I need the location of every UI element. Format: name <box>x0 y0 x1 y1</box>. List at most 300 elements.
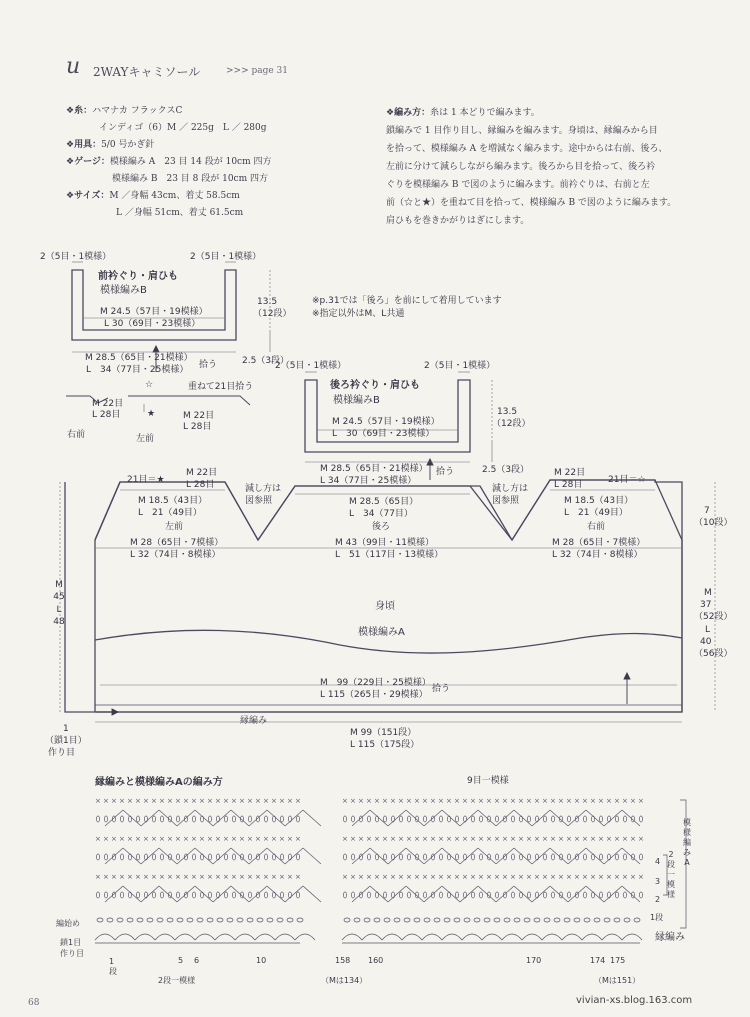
stitch-mark <box>370 886 388 902</box>
stitch-mark <box>264 892 267 898</box>
stitch-mark <box>407 816 410 822</box>
stitch-mark: × <box>486 835 492 843</box>
stitch-mark: × <box>255 835 261 843</box>
stitch-mark: × <box>183 873 189 881</box>
stitch-mark: × <box>127 835 133 843</box>
right-front-name: 右前 <box>587 522 606 532</box>
stitch-mark <box>423 854 426 860</box>
stitch-mark: × <box>239 797 245 805</box>
front-strap-right-label: 2（5目・1模様） <box>190 252 262 262</box>
stitch-mark <box>543 854 546 860</box>
stitch-chart-title: 縁編みと模様編みAの編み方 <box>95 777 223 788</box>
stitch-mark <box>604 810 622 826</box>
stitch-mark: × <box>271 873 277 881</box>
stitch-mark <box>160 854 163 860</box>
stitch-mark <box>471 816 474 822</box>
stitch-mark <box>207 918 213 922</box>
stitch-mark <box>639 854 642 860</box>
stitch-mark: × <box>478 797 484 805</box>
stitch-mark <box>213 886 231 902</box>
stitch-mark: × <box>119 835 125 843</box>
back-l: L 34（77目） <box>349 509 413 519</box>
stitch-mark: × <box>454 797 460 805</box>
stitch-mark: × <box>406 797 412 805</box>
stitch-mark <box>141 886 159 902</box>
stitch-mark <box>583 892 586 898</box>
front-neck-title: 前衿ぐり・肩ひも <box>98 271 178 282</box>
stitch-mark <box>255 934 275 940</box>
stitch-mark: × <box>167 797 173 805</box>
stitch-mark: × <box>558 873 564 881</box>
left-height-m-val: 45 <box>53 592 65 602</box>
stitch-mark: × <box>454 835 460 843</box>
stitch-mark <box>388 848 406 864</box>
chart-cast-2: 作り目 <box>60 949 84 958</box>
stitch-mark <box>634 918 640 922</box>
stitch-mark <box>399 892 402 898</box>
stitch-mark <box>406 810 424 826</box>
stitch-mark <box>567 816 570 822</box>
row-4: 4 <box>655 857 661 866</box>
stitch-mark <box>599 854 602 860</box>
back-neck-pattern: 模様編みB <box>333 395 380 406</box>
stitch-mark: × <box>263 873 269 881</box>
stitch-mark <box>599 892 602 898</box>
stitch-mark: × <box>542 797 548 805</box>
stitch-mark <box>439 892 442 898</box>
stitch-mark: × <box>470 797 476 805</box>
stitch-mark <box>232 854 235 860</box>
stitch-mark: × <box>566 835 572 843</box>
stitch-mark <box>232 816 235 822</box>
stitch-mark: × <box>598 797 604 805</box>
stitch-mark <box>117 918 123 922</box>
stitch-mark: × <box>638 873 644 881</box>
stitch-mark: × <box>606 835 612 843</box>
stitch-mark <box>406 886 424 902</box>
stitch-mark: × <box>366 873 372 881</box>
stitch-mark <box>567 854 570 860</box>
stitch-mark: × <box>295 835 301 843</box>
chart-n5: 5 <box>178 956 184 965</box>
gauge-a: 模様編み A 23 目 14 段が 10cm 四方 <box>109 157 272 167</box>
right-front-base-m: M 28（65目・7模様） <box>552 538 646 548</box>
stitch-mark: × <box>494 873 500 881</box>
stitch-mark: × <box>550 835 556 843</box>
method-line: 左前に分けて減らしながら編みます。後ろから目を拾って、後ろ衿 <box>386 162 656 172</box>
stitch-mark <box>120 854 123 860</box>
stitch-mark <box>351 816 354 822</box>
stitch-mark <box>460 848 478 864</box>
stitch-mark <box>351 892 354 898</box>
cast-on-1: 1 <box>63 724 69 734</box>
stitch-mark: × <box>518 835 524 843</box>
stitch-mark: × <box>526 797 532 805</box>
left-front-label: 左前 <box>136 434 155 444</box>
stitch-mark <box>542 934 562 940</box>
pattern-a-vertical-label: 模 様 編 み A <box>683 818 691 867</box>
stitch-mark <box>213 848 231 864</box>
front-neck-pattern: 模様編みB <box>100 285 147 296</box>
stitch-mark <box>455 816 458 822</box>
stitch-mark: × <box>247 835 253 843</box>
stitch-mark: × <box>151 797 157 805</box>
stitch-mark <box>342 934 362 940</box>
stitch-mark: × <box>430 873 436 881</box>
stitch-mark <box>439 854 442 860</box>
stitch-mark <box>482 934 502 940</box>
front-right-m: M 22目 <box>183 411 215 421</box>
yarn-amount: インディゴ（6）M ／ 225g L ／ 280g <box>99 123 267 133</box>
stitch-mark <box>550 810 568 826</box>
left-front-top-l: L 28目 <box>186 480 215 490</box>
stitch-mark: × <box>271 835 277 843</box>
stitch-mark <box>96 892 99 898</box>
stitch-mark <box>176 892 179 898</box>
stitch-mark <box>478 810 496 826</box>
stitch-mark <box>442 848 460 864</box>
stitch-mark <box>152 854 155 860</box>
stitch-mark <box>247 918 253 922</box>
front-neck-height: 13.5 <box>257 297 278 307</box>
stitch-mark: × <box>622 835 628 843</box>
stitch-mark <box>107 918 113 922</box>
chart-n158-m: （Mは134） <box>321 976 368 985</box>
stitch-mark: × <box>494 797 500 805</box>
stitch-mark: × <box>598 835 604 843</box>
stitch-mark: × <box>350 873 356 881</box>
stitch-mark: × <box>382 873 388 881</box>
stitch-mark <box>554 918 560 922</box>
stitch-mark <box>615 854 618 860</box>
back-base-l: L 51（117目・13模様） <box>335 550 444 560</box>
stitch-mark <box>248 854 251 860</box>
stitch-mark <box>280 816 283 822</box>
stitch-mark <box>120 892 123 898</box>
chart-border: 縁編み <box>655 932 685 943</box>
stitch-mark: × <box>103 835 109 843</box>
right-front-star: 21目＝☆ <box>608 475 646 485</box>
right-l: L <box>705 625 711 635</box>
stitch-mark <box>479 854 482 860</box>
stitch-mark <box>367 892 370 898</box>
stitch-mark <box>232 892 235 898</box>
stitch-mark <box>586 886 604 902</box>
back-neck-pickup: 拾う <box>436 467 455 477</box>
stitch-mark: × <box>422 873 428 881</box>
left-front-base-m: M 28（65目・7模様） <box>130 538 224 548</box>
stitch-mark <box>550 886 568 902</box>
stitch-mark: × <box>239 835 245 843</box>
right-front-base-l: L 32（74目・8模様） <box>552 550 643 560</box>
stitch-mark: × <box>263 835 269 843</box>
front-left-l: L 28目 <box>92 410 121 420</box>
stitch-mark <box>224 854 227 860</box>
stitch-mark <box>551 816 554 822</box>
stitch-mark: × <box>151 873 157 881</box>
stitch-mark <box>208 854 211 860</box>
stitch-mark <box>267 848 285 864</box>
row-3: 3 <box>655 877 661 886</box>
repeat-label: 9目一模様 <box>467 776 509 786</box>
stitch-mark <box>511 892 514 898</box>
stitch-mark <box>383 892 386 898</box>
stitch-mark <box>231 886 249 902</box>
stitch-mark: × <box>462 797 468 805</box>
stitch-mark: × <box>510 873 516 881</box>
stitch-mark <box>96 816 99 822</box>
stitch-mark <box>624 918 630 922</box>
stitch-mark: × <box>159 797 165 805</box>
method-line: 肩ひもを巻きかがりはぎにします。 <box>386 216 530 226</box>
stitch-mark <box>527 892 530 898</box>
size-m: M ／身幅 43cm、着丈 58.5cm <box>109 191 240 201</box>
stitch-mark: × <box>350 835 356 843</box>
stitch-mark <box>167 918 173 922</box>
right-l-rows: （56段） <box>694 649 733 659</box>
stitch-mark <box>434 918 440 922</box>
stitch-mark <box>594 918 600 922</box>
stitch-mark: × <box>103 873 109 881</box>
method-line: ぐりを模様編み B で図のように編みます。前衿ぐりは、右前と左 <box>386 180 650 190</box>
right-front-l: L 21（49目） <box>564 508 628 518</box>
stitch-mark: × <box>151 835 157 843</box>
stitch-mark <box>479 892 482 898</box>
right-front-decrease-ref: 図参照 <box>492 496 520 506</box>
stitch-mark <box>285 848 303 864</box>
cast-on-2: （鎖1目） <box>45 736 87 746</box>
stitch-mark: × <box>534 873 540 881</box>
stitch-mark: × <box>159 873 165 881</box>
tools-value: 5/0 号かぎ針 <box>101 140 155 150</box>
yarn-value: ハマナカ フラックスC <box>92 106 183 116</box>
stitch-mark <box>237 918 243 922</box>
stitch-mark: × <box>95 835 101 843</box>
stitch-mark: × <box>111 797 117 805</box>
stitch-mark: × <box>470 873 476 881</box>
stitch-mark: × <box>494 835 500 843</box>
stitch-mark: × <box>438 835 444 843</box>
stitch-mark: × <box>143 873 149 881</box>
method-line: 前（☆と★）を重ねて目を拾って、模様編み B で図のように編みます。 <box>386 198 677 208</box>
stitch-mark <box>362 934 382 940</box>
stitch-mark <box>494 918 500 922</box>
stitch-mark <box>224 892 227 898</box>
stitch-mark <box>227 918 233 922</box>
stitch-mark: × <box>287 873 293 881</box>
stitch-mark <box>455 854 458 860</box>
stitch-mark <box>160 816 163 822</box>
stitch-mark <box>504 918 510 922</box>
stitch-mark: × <box>183 797 189 805</box>
stitch-mark <box>442 934 462 940</box>
stitch-mark: × <box>638 797 644 805</box>
stitch-mark <box>551 892 554 898</box>
stitch-mark: × <box>358 873 364 881</box>
stitch-mark: × <box>358 797 364 805</box>
stitch-mark <box>197 918 203 922</box>
stitch-mark <box>295 934 315 940</box>
stitch-mark: × <box>630 873 636 881</box>
stitch-mark <box>586 810 604 826</box>
stitch-mark: × <box>279 873 285 881</box>
stitch-mark <box>622 810 640 826</box>
stitch-mark: × <box>438 873 444 881</box>
back-neck-inner-l: L 30（69目・23模様） <box>332 429 435 439</box>
stitch-mark <box>248 816 251 822</box>
stitch-mark <box>104 892 107 898</box>
stitch-mark <box>502 934 522 940</box>
stitch-mark <box>248 892 251 898</box>
stitch-mark <box>176 816 179 822</box>
stitch-mark: × <box>614 835 620 843</box>
stitch-mark <box>343 854 346 860</box>
stitch-mark: × <box>606 873 612 881</box>
left-front-m: M 18.5（43目） <box>138 496 208 506</box>
stitch-mark <box>136 854 139 860</box>
stitch-mark <box>303 886 321 902</box>
stitch-mark <box>382 934 402 940</box>
stitch-mark <box>423 892 426 898</box>
back-base-m: M 43（99目・11模様） <box>335 538 434 548</box>
stitch-mark <box>444 918 450 922</box>
stitch-mark <box>137 918 143 922</box>
stitch-mark <box>484 918 490 922</box>
stitch-mark <box>176 854 179 860</box>
stitch-mark: × <box>119 873 125 881</box>
front-neck-inner-l: L 30（69目・23模様） <box>104 319 201 329</box>
stitch-mark <box>524 918 530 922</box>
stitch-mark: × <box>358 835 364 843</box>
page-number: 68 <box>28 998 40 1008</box>
stitch-mark: × <box>366 835 372 843</box>
stitch-mark <box>231 810 249 826</box>
stitch-mark <box>532 848 550 864</box>
stitch-mark <box>495 816 498 822</box>
body-pickup-l: L 115（265目・29模様） <box>320 690 428 700</box>
stitch-mark: × <box>422 797 428 805</box>
body-title: 身頃 <box>375 601 395 612</box>
stitch-mark: × <box>574 835 580 843</box>
stitch-mark: × <box>462 873 468 881</box>
stitch-mark: × <box>526 873 532 881</box>
back-neck-height-rows: （12段） <box>492 419 531 429</box>
back-name: 後ろ <box>372 522 391 532</box>
stitch-mark: × <box>175 835 181 843</box>
back-strap-right-label: 2（5目・1模様） <box>424 361 496 371</box>
stitch-mark: × <box>255 797 261 805</box>
stitch-mark: × <box>231 835 237 843</box>
stitch-mark <box>586 848 604 864</box>
right-top-rows: （10段） <box>694 518 733 528</box>
stitch-mark <box>407 892 410 898</box>
stitch-mark: × <box>103 797 109 805</box>
stitch-mark <box>402 934 422 940</box>
stitch-mark: × <box>366 797 372 805</box>
stitch-mark <box>439 816 442 822</box>
stitch-mark: × <box>199 797 205 805</box>
stitch-mark: × <box>215 873 221 881</box>
stitch-mark: × <box>510 797 516 805</box>
stitch-mark <box>155 934 175 940</box>
stitch-mark <box>399 854 402 860</box>
stitch-mark <box>474 918 480 922</box>
stitch-mark: × <box>271 797 277 805</box>
stitch-mark <box>303 848 321 864</box>
stitch-mark: × <box>446 797 452 805</box>
row-2: 2 <box>655 895 661 904</box>
stitch-mark: × <box>390 873 396 881</box>
stitch-mark: × <box>390 835 396 843</box>
pattern-title: 2WAYキャミソール <box>93 65 201 79</box>
chart-n170: 170 <box>526 956 542 965</box>
stitch-mark <box>383 816 386 822</box>
gauge-label: ❖ゲージ： <box>66 157 110 167</box>
stitch-mark: × <box>175 873 181 881</box>
stitch-mark: × <box>135 873 141 881</box>
stitch-mark: × <box>398 797 404 805</box>
stitch-mark: × <box>247 797 253 805</box>
stitch-mark: × <box>486 797 492 805</box>
left-front-top-m: M 22目 <box>186 468 218 478</box>
stitch-mark <box>615 892 618 898</box>
stitch-mark <box>157 918 163 922</box>
stitch-mark <box>152 892 155 898</box>
stitch-mark: × <box>143 835 149 843</box>
stitch-mark <box>344 918 350 922</box>
stitch-mark <box>208 892 211 898</box>
stitch-mark <box>562 934 582 940</box>
stitch-mark: × <box>175 797 181 805</box>
stitch-mark <box>574 918 580 922</box>
stitch-mark: × <box>374 797 380 805</box>
stitch-mark <box>104 816 107 822</box>
left-front-decrease-ref: 図参照 <box>245 496 273 506</box>
stitch-mark: × <box>550 797 556 805</box>
stitch-mark <box>343 816 346 822</box>
stitch-mark <box>414 918 420 922</box>
stitch-mark <box>623 892 626 898</box>
stitch-mark <box>141 810 159 826</box>
stitch-mark: × <box>590 835 596 843</box>
stitch-mark: × <box>255 873 261 881</box>
stitch-mark <box>471 854 474 860</box>
stitch-mark: × <box>550 873 556 881</box>
stitch-mark: × <box>454 873 460 881</box>
stitch-mark: × <box>590 873 596 881</box>
stitch-mark <box>195 848 213 864</box>
back-neck-title: 後ろ衿ぐり・肩ひも <box>330 380 420 391</box>
stitch-mark <box>213 810 231 826</box>
stitch-mark: × <box>143 797 149 805</box>
stitch-mark: × <box>446 835 452 843</box>
stitch-mark: × <box>199 835 205 843</box>
stitch-mark: × <box>398 873 404 881</box>
stitch-mark: × <box>518 797 524 805</box>
front-neck-edge: 2.5（3段） <box>242 356 290 366</box>
stitch-mark: × <box>191 873 197 881</box>
yarn-label: ❖糸： <box>66 106 93 116</box>
front-strap-left-label: 2（5目・1模様） <box>40 252 112 262</box>
stitch-mark <box>584 918 590 922</box>
stitch-mark <box>543 816 546 822</box>
cast-on-3: 作り目 <box>48 748 76 758</box>
stitch-mark <box>97 918 103 922</box>
stitch-mark <box>264 854 267 860</box>
stitch-mark <box>424 918 430 922</box>
watermark: vivian-xs.blog.163.com <box>576 995 693 1006</box>
stitch-mark <box>192 892 195 898</box>
